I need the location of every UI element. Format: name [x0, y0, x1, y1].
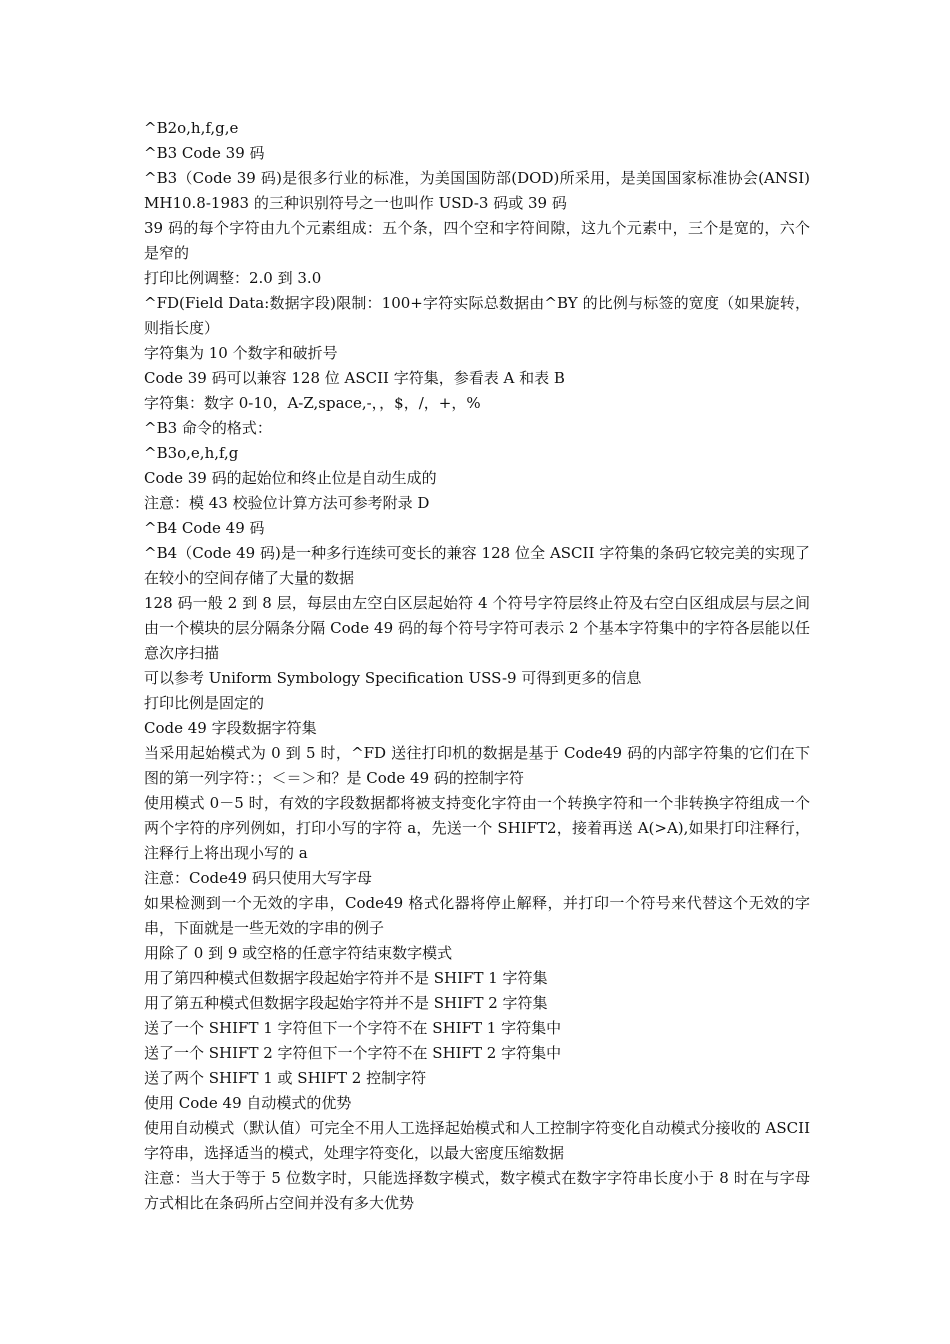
list-item: 送了两个 SHIFT 1 或 SHIFT 2 控制字符: [144, 1069, 427, 1087]
paragraph: 如果检测到一个无效的字串，Code49 格式化器将停止解释，并打印一个符号来代替这个无效的字串，下面就是一些无效的字串的例子: [144, 894, 810, 937]
paragraph: 39 码的每个字符由九个元素组成：五个条，四个空和字符间隙，这九个元素中，三个是宽的，六个是窄的: [144, 219, 810, 262]
paragraph: ^FD(Field Data:数据字段)限制：100+字符实际总数据由^BY 的比例与标签的宽度（如果旋转，则指长度）: [144, 294, 810, 337]
paragraph: ^B4（Code 49 码)是一种多行连续可变长的兼容 128 位全 ASCII 字符集的条码它较完美的实现了在较小的空间存储了大量的数据: [144, 544, 810, 587]
paragraph: 字符集：数字 0-10，A-Z,space,-，，$，/，+，%: [144, 394, 481, 412]
paragraph: ^B3（Code 39 码)是很多行业的标准，为美国国防部(DOD)所采用，是美国国家标准协会(ANSI)MH10.8-1983 的三种识别符号之一也叫作 USD-3 码或 39 码: [144, 169, 810, 212]
paragraph: Code 39 码的起始位和终止位是自动生成的: [144, 469, 437, 487]
paragraph: ^B3 命令的格式：: [144, 419, 272, 437]
paragraph: 字符集为 10 个数字和破折号: [144, 344, 338, 362]
section-heading: ^B4 Code 49 码: [144, 519, 265, 537]
paragraph: 注意：当大于等于 5 位数字时，只能选择数字模式，数字模式在数字字符串长度小于 8 时在与字母方式相比在条码所占空间并没有多大优势: [144, 1169, 810, 1212]
paragraph: 注意：模 43 校验位计算方法可参考附录 D: [144, 494, 430, 512]
paragraph: 使用模式 0－5 时，有效的字段数据都将被支持变化字符由一个转换字符和一个非转换字符组成一个两个字符的序列例如，打印小写的字符 a，先送一个 SHIFT2，接着再送 A(>A),如果打印注释行，注释行上将出现小写的 a: [144, 794, 810, 862]
paragraph: Code 49 字段数据字符集: [144, 719, 317, 737]
section-heading: ^B3 Code 39 码: [144, 144, 265, 162]
paragraph: Code 39 码可以兼容 128 位 ASCII 字符集，参看表 A 和表 B: [144, 369, 565, 387]
paragraph: 128 码一般 2 到 8 层，每层由左空白区层起始符 4 个符号字符层终止符及右空白区组成层与层之间由一个模块的层分隔条分隔 Code 49 码的每个符号字符可表示 2 个基本字符集中的字符各层能以任意次序扫描: [144, 594, 810, 662]
paragraph: 可以参考 Uniform Symbology Specification USS-9 可得到更多的信息: [144, 669, 642, 687]
list-item: 用除了 0 到 9 或空格的任意字符结束数字模式: [144, 944, 453, 962]
document-page: [144, 116, 810, 1216]
paragraph: 注意：Code49 码只使用大写字母: [144, 869, 372, 887]
paragraph: 使用自动模式（默认值）可完全不用人工选择起始模式和人工控制字符变化自动模式分接收的 ASCII 字符串，选择适当的模式，处理字符变化，以最大密度压缩数据: [144, 1119, 810, 1162]
paragraph: ^B3o,e,h,f,g: [144, 444, 239, 462]
paragraph: 打印比例是固定的: [144, 694, 265, 712]
list-item: 送了一个 SHIFT 1 字符但下一个字符不在 SHIFT 1 字符集中: [144, 1019, 562, 1037]
paragraph: ^B2o,h,f,g,e: [144, 119, 239, 137]
list-item: 用了第五种模式但数据字段起始字符并不是 SHIFT 2 字符集: [144, 994, 548, 1012]
list-item: 用了第四种模式但数据字段起始字符并不是 SHIFT 1 字符集: [144, 969, 548, 987]
paragraph: 当采用起始模式为 0 到 5 时，^FD 送往打印机的数据是基于 Code49 码的内部字符集的它们在下图的第一列字符：；＜＝＞和？是 Code 49 码的控制字符: [144, 744, 810, 787]
paragraph: 使用 Code 49 自动模式的优势: [144, 1094, 352, 1112]
list-item: 送了一个 SHIFT 2 字符但下一个字符不在 SHIFT 2 字符集中: [144, 1044, 562, 1062]
paragraph: 打印比例调整：2.0 到 3.0: [144, 269, 322, 287]
